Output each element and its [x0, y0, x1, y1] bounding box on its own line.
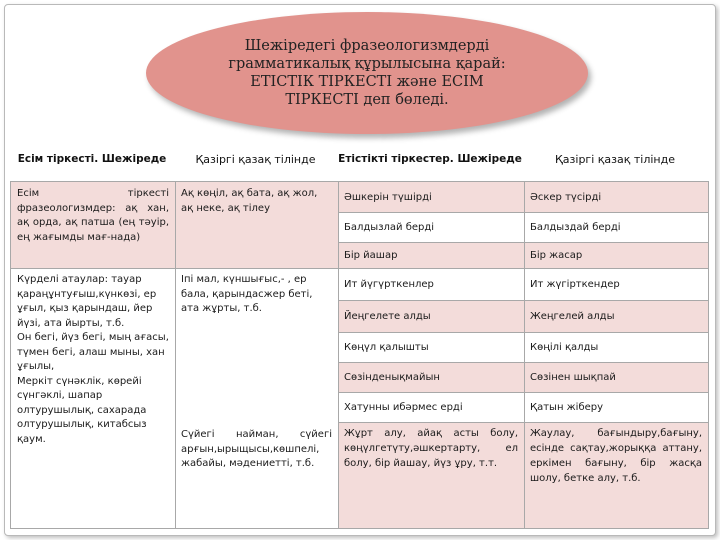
col4-cell: Сөзінен шықпай [530, 371, 616, 383]
c1-row2: Күрделі атаулар: тауар қараңұнтуғыш,күнкөзі, ер ұғыл, қыз қарындаш, йер йүзі, ата йырты, т.б. Он бегі, йүз бегі, мың ағасы, түмен бегі, алаш мыны, хан ұғылы, Меркіт сүнәклік, көрейі сүнгәклі, шапар олтурушылық, сахарада олтурушылық, китабсыз қаум. [17, 274, 169, 445]
divider-col1 [175, 182, 176, 528]
col3-cell: Ит йүгүрткенлер [344, 278, 434, 290]
header-col3: Етістікті тіркестер. Шежіреде [338, 153, 522, 165]
title-oval [146, 12, 588, 134]
c2-row1: Ақ көңіл, ақ бата, ақ жол, ақ неке, ақ тілеу [181, 188, 318, 214]
c1-row1: Есім тіркесті фразеологизмдер: ақ хан, ақ орда, ақ патша (ең тәуір, ең жағымды мағ-нада) [17, 188, 169, 243]
col3-cell: Көңүл қалышты [344, 341, 429, 353]
right-row-divider [338, 392, 708, 393]
header-col4: Қазіргі қазақ тілінде [554, 152, 675, 166]
title-line-2: грамматикалық құрылысына қарай: [228, 56, 506, 72]
c2-row2a: Іпі мал, күншығыс,- , ер бала, қарындасжер беті, ата жұрты, т.б. [181, 274, 313, 314]
divider-col3 [524, 182, 525, 528]
right-row-divider [338, 268, 708, 269]
col4-cell: Бір жасар [530, 249, 583, 261]
col4-cell: Жаулау, бағындыру,бағыну, есінде сақтау,жорыққа аттану, еркімен бағыну, бір жасқа шолу, бетке алу, т.б. [530, 428, 702, 484]
col3-cell: Бір йашар [344, 249, 398, 261]
right-row-divider [338, 362, 708, 363]
col3-cell: Әшкерін түшірді [344, 191, 432, 203]
col4-cell: Әскер түсірді [530, 191, 602, 203]
header-col1: Есім тіркесті. Шежіреде [17, 153, 167, 165]
col3-cell: Йеңгелете алды [344, 310, 431, 322]
col3-cell: Жұрт алу, айақ асты болу, көңүлгетүту,әшкертарту, ел болу, бір йашау, йүз ұру, т.т. [344, 428, 518, 469]
title-line-3: ЕТІСТІК ТІРКЕСТІ және ЕСІМ [250, 74, 484, 90]
col4-cell: Қатын жіберу [530, 401, 604, 413]
col4-cell: Ит жүгірткендер [530, 278, 620, 290]
divider-left-row [11, 268, 338, 269]
phraseology-table [10, 181, 709, 529]
title-line-4: ТІРКЕСТІ деп бөледі. [285, 92, 449, 108]
col3-cell: Балдызлай берді [344, 221, 435, 233]
col4-cell: Балдыздай берді [530, 221, 621, 233]
right-row-divider [338, 300, 708, 301]
col4-cell: Көңілі қалды [530, 341, 599, 353]
col3-cell: Хатунны ибәрмес ерді [344, 401, 463, 413]
col3-cell: Сөзінденықмайын [344, 371, 440, 383]
title-line-1: Шежіредегі фразеологизмдерді [244, 38, 490, 54]
c2-row2b: Сүйегі найман, сүйегі арғын,ырыщысы,көшпелі, жабайы, мәдениетті, т.б. [181, 429, 332, 469]
right-row-divider [338, 212, 708, 213]
col4-cell: Жеңгелей алды [530, 310, 615, 322]
right-row-divider [338, 242, 708, 243]
right-row-divider [338, 332, 708, 333]
divider-col2 [338, 182, 339, 528]
right-row-divider [338, 422, 708, 423]
header-col2: Қазіргі қазақ тілінде [195, 152, 316, 166]
